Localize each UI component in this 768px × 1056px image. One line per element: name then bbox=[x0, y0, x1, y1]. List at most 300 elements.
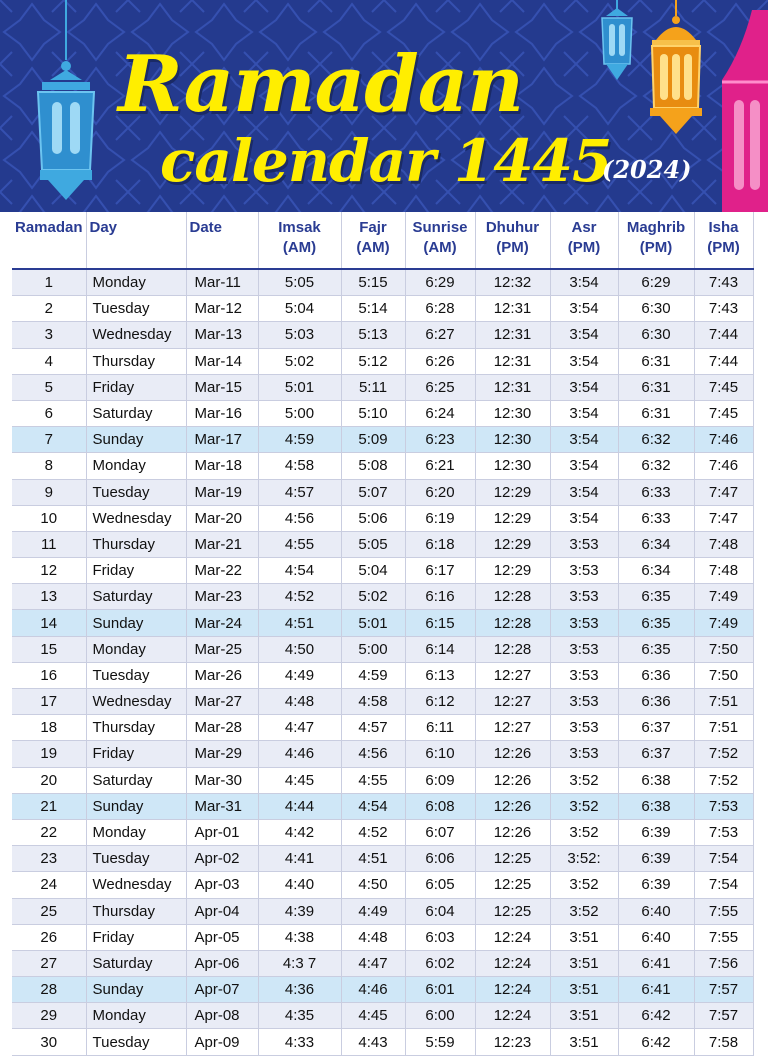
date-cell: Apr-08 bbox=[186, 1003, 258, 1029]
isha-cell: 7:44 bbox=[694, 322, 753, 348]
fajr-cell: 4:43 bbox=[341, 1029, 405, 1055]
imsak-cell: 4:50 bbox=[258, 636, 341, 662]
date-cell: Mar-17 bbox=[186, 427, 258, 453]
lantern-blue-left-icon bbox=[20, 0, 112, 212]
weekday-cell: Saturday bbox=[86, 584, 186, 610]
asr-cell: 3:53 bbox=[550, 741, 618, 767]
dhuhur-cell: 12:31 bbox=[475, 296, 550, 322]
fajr-cell: 4:45 bbox=[341, 1003, 405, 1029]
fajr-cell: 4:55 bbox=[341, 767, 405, 793]
isha-cell: 7:48 bbox=[694, 531, 753, 557]
sunrise-cell: 6:10 bbox=[405, 741, 475, 767]
table-row bbox=[12, 977, 753, 1003]
date-cell: Apr-03 bbox=[186, 872, 258, 898]
sunrise-cell: 6:27 bbox=[405, 322, 475, 348]
date-cell: Apr-09 bbox=[186, 1029, 258, 1055]
date-cell: Mar-16 bbox=[186, 400, 258, 426]
isha-cell: 7:52 bbox=[694, 767, 753, 793]
maghrib-cell: 6:30 bbox=[618, 296, 694, 322]
date-cell: Apr-01 bbox=[186, 819, 258, 845]
isha-cell: 7:46 bbox=[694, 453, 753, 479]
isha-cell: 7:53 bbox=[694, 793, 753, 819]
sunrise-cell: 6:23 bbox=[405, 427, 475, 453]
ramadan-day-cell: 3 bbox=[12, 322, 86, 348]
imsak-cell: 4:49 bbox=[258, 662, 341, 688]
imsak-cell: 4:48 bbox=[258, 689, 341, 715]
sunrise-cell: 6:08 bbox=[405, 793, 475, 819]
dhuhur-cell: 12:30 bbox=[475, 453, 550, 479]
asr-cell: 3:54 bbox=[550, 400, 618, 426]
maghrib-cell: 6:35 bbox=[618, 610, 694, 636]
date-cell: Mar-29 bbox=[186, 741, 258, 767]
date-cell: Mar-11 bbox=[186, 269, 258, 296]
isha-cell: 7:50 bbox=[694, 662, 753, 688]
table-row bbox=[12, 819, 753, 845]
isha-cell: 7:57 bbox=[694, 1003, 753, 1029]
fajr-cell: 5:01 bbox=[341, 610, 405, 636]
isha-cell: 7:53 bbox=[694, 819, 753, 845]
fajr-cell: 5:10 bbox=[341, 400, 405, 426]
date-cell: Apr-02 bbox=[186, 846, 258, 872]
imsak-cell: 5:02 bbox=[258, 348, 341, 374]
maghrib-cell: 6:33 bbox=[618, 479, 694, 505]
weekday-cell: Friday bbox=[86, 741, 186, 767]
maghrib-cell: 6:37 bbox=[618, 741, 694, 767]
ramadan-day-cell: 13 bbox=[12, 584, 86, 610]
weekday-cell: Saturday bbox=[86, 767, 186, 793]
table-header-row bbox=[12, 212, 753, 269]
table-row bbox=[12, 505, 753, 531]
dhuhur-cell: 12:30 bbox=[475, 400, 550, 426]
imsak-cell: 4:42 bbox=[258, 819, 341, 845]
asr-cell: 3:51 bbox=[550, 1029, 618, 1055]
ramadan-day-cell: 4 bbox=[12, 348, 86, 374]
date-cell: Mar-18 bbox=[186, 453, 258, 479]
maghrib-cell: 6:35 bbox=[618, 636, 694, 662]
asr-cell: 3:52 bbox=[550, 819, 618, 845]
fajr-cell: 5:00 bbox=[341, 636, 405, 662]
isha-cell: 7:57 bbox=[694, 977, 753, 1003]
column-header: Ramadan bbox=[12, 212, 86, 269]
ramadan-day-cell: 20 bbox=[12, 767, 86, 793]
fajr-cell: 4:52 bbox=[341, 819, 405, 845]
fajr-cell: 4:57 bbox=[341, 715, 405, 741]
weekday-cell: Thursday bbox=[86, 898, 186, 924]
table-row bbox=[12, 715, 753, 741]
dhuhur-cell: 12:31 bbox=[475, 322, 550, 348]
asr-cell: 3:51 bbox=[550, 1003, 618, 1029]
ramadan-day-cell: 28 bbox=[12, 977, 86, 1003]
asr-cell: 3:52: bbox=[550, 846, 618, 872]
ramadan-day-cell: 18 bbox=[12, 715, 86, 741]
asr-cell: 3:53 bbox=[550, 636, 618, 662]
table-row bbox=[12, 269, 753, 296]
ramadan-day-cell: 26 bbox=[12, 924, 86, 950]
dhuhur-cell: 12:27 bbox=[475, 715, 550, 741]
asr-cell: 3:54 bbox=[550, 296, 618, 322]
isha-cell: 7:44 bbox=[694, 348, 753, 374]
isha-cell: 7:43 bbox=[694, 269, 753, 296]
table-row bbox=[12, 767, 753, 793]
imsak-cell: 4:54 bbox=[258, 558, 341, 584]
date-cell: Mar-14 bbox=[186, 348, 258, 374]
weekday-cell: Saturday bbox=[86, 950, 186, 976]
maghrib-cell: 6:32 bbox=[618, 453, 694, 479]
dhuhur-cell: 12:23 bbox=[475, 1029, 550, 1055]
sunrise-cell: 6:16 bbox=[405, 584, 475, 610]
maghrib-cell: 6:31 bbox=[618, 400, 694, 426]
fajr-cell: 4:49 bbox=[341, 898, 405, 924]
fajr-cell: 5:12 bbox=[341, 348, 405, 374]
sunrise-cell: 5:59 bbox=[405, 1029, 475, 1055]
sunrise-cell: 6:06 bbox=[405, 846, 475, 872]
fajr-cell: 5:06 bbox=[341, 505, 405, 531]
sunrise-cell: 6:28 bbox=[405, 296, 475, 322]
table-row bbox=[12, 898, 753, 924]
weekday-cell: Friday bbox=[86, 924, 186, 950]
sunrise-cell: 6:00 bbox=[405, 1003, 475, 1029]
date-cell: Mar-12 bbox=[186, 296, 258, 322]
imsak-cell: 4:55 bbox=[258, 531, 341, 557]
dhuhur-cell: 12:31 bbox=[475, 374, 550, 400]
ramadan-day-cell: 25 bbox=[12, 898, 86, 924]
isha-cell: 7:50 bbox=[694, 636, 753, 662]
dhuhur-cell: 12:25 bbox=[475, 846, 550, 872]
weekday-cell: Tuesday bbox=[86, 296, 186, 322]
asr-cell: 3:54 bbox=[550, 322, 618, 348]
fajr-cell: 5:08 bbox=[341, 453, 405, 479]
isha-cell: 7:47 bbox=[694, 479, 753, 505]
fajr-cell: 4:56 bbox=[341, 741, 405, 767]
date-cell: Mar-24 bbox=[186, 610, 258, 636]
fajr-cell: 4:47 bbox=[341, 950, 405, 976]
asr-cell: 3:54 bbox=[550, 269, 618, 296]
sunrise-cell: 6:12 bbox=[405, 689, 475, 715]
isha-cell: 7:56 bbox=[694, 950, 753, 976]
table-row bbox=[12, 558, 753, 584]
imsak-cell: 5:01 bbox=[258, 374, 341, 400]
weekday-cell: Sunday bbox=[86, 610, 186, 636]
maghrib-cell: 6:41 bbox=[618, 950, 694, 976]
column-header: Dhuhur (PM) bbox=[475, 212, 550, 269]
date-cell: Mar-23 bbox=[186, 584, 258, 610]
sunrise-cell: 6:21 bbox=[405, 453, 475, 479]
ramadan-day-cell: 23 bbox=[12, 846, 86, 872]
ramadan-day-cell: 24 bbox=[12, 872, 86, 898]
table-row bbox=[12, 846, 753, 872]
column-header: Fajr (AM) bbox=[341, 212, 405, 269]
maghrib-cell: 6:42 bbox=[618, 1003, 694, 1029]
maghrib-cell: 6:37 bbox=[618, 715, 694, 741]
date-cell: Apr-05 bbox=[186, 924, 258, 950]
table-row bbox=[12, 374, 753, 400]
dhuhur-cell: 12:26 bbox=[475, 793, 550, 819]
ramadan-day-cell: 9 bbox=[12, 479, 86, 505]
date-cell: Mar-22 bbox=[186, 558, 258, 584]
weekday-cell: Tuesday bbox=[86, 479, 186, 505]
sunrise-cell: 6:26 bbox=[405, 348, 475, 374]
imsak-cell: 4:59 bbox=[258, 427, 341, 453]
sunrise-cell: 6:20 bbox=[405, 479, 475, 505]
isha-cell: 7:51 bbox=[694, 689, 753, 715]
weekday-cell: Saturday bbox=[86, 400, 186, 426]
dhuhur-cell: 12:24 bbox=[475, 950, 550, 976]
ramadan-day-cell: 19 bbox=[12, 741, 86, 767]
ramadan-day-cell: 10 bbox=[12, 505, 86, 531]
weekday-cell: Tuesday bbox=[86, 1029, 186, 1055]
isha-cell: 7:48 bbox=[694, 558, 753, 584]
imsak-cell: 4:41 bbox=[258, 846, 341, 872]
dhuhur-cell: 12:25 bbox=[475, 872, 550, 898]
dhuhur-cell: 12:26 bbox=[475, 767, 550, 793]
imsak-cell: 4:58 bbox=[258, 453, 341, 479]
table-row bbox=[12, 400, 753, 426]
asr-cell: 3:53 bbox=[550, 558, 618, 584]
fajr-cell: 5:11 bbox=[341, 374, 405, 400]
fajr-cell: 5:09 bbox=[341, 427, 405, 453]
date-cell: Mar-28 bbox=[186, 715, 258, 741]
maghrib-cell: 6:40 bbox=[618, 924, 694, 950]
column-header: Imsak (AM) bbox=[258, 212, 341, 269]
maghrib-cell: 6:32 bbox=[618, 427, 694, 453]
weekday-cell: Monday bbox=[86, 819, 186, 845]
table-body bbox=[12, 269, 753, 1055]
date-cell: Mar-19 bbox=[186, 479, 258, 505]
fajr-cell: 5:14 bbox=[341, 296, 405, 322]
isha-cell: 7:54 bbox=[694, 846, 753, 872]
maghrib-cell: 6:40 bbox=[618, 898, 694, 924]
fajr-cell: 4:54 bbox=[341, 793, 405, 819]
weekday-cell: Thursday bbox=[86, 348, 186, 374]
weekday-cell: Thursday bbox=[86, 715, 186, 741]
table-row bbox=[12, 793, 753, 819]
dhuhur-cell: 12:31 bbox=[475, 348, 550, 374]
dhuhur-cell: 12:27 bbox=[475, 689, 550, 715]
table-row bbox=[12, 1029, 753, 1055]
asr-cell: 3:52 bbox=[550, 767, 618, 793]
weekday-cell: Wednesday bbox=[86, 689, 186, 715]
maghrib-cell: 6:34 bbox=[618, 558, 694, 584]
dhuhur-cell: 12:29 bbox=[475, 558, 550, 584]
imsak-cell: 4:35 bbox=[258, 1003, 341, 1029]
table-row bbox=[12, 924, 753, 950]
fajr-cell: 5:13 bbox=[341, 322, 405, 348]
table-row bbox=[12, 1003, 753, 1029]
dhuhur-cell: 12:25 bbox=[475, 898, 550, 924]
ramadan-day-cell: 16 bbox=[12, 662, 86, 688]
isha-cell: 7:46 bbox=[694, 427, 753, 453]
asr-cell: 3:54 bbox=[550, 505, 618, 531]
asr-cell: 3:53 bbox=[550, 584, 618, 610]
maghrib-cell: 6:38 bbox=[618, 767, 694, 793]
imsak-cell: 5:03 bbox=[258, 322, 341, 348]
fajr-cell: 4:46 bbox=[341, 977, 405, 1003]
date-cell: Mar-30 bbox=[186, 767, 258, 793]
imsak-cell: 4:47 bbox=[258, 715, 341, 741]
fajr-cell: 5:04 bbox=[341, 558, 405, 584]
imsak-cell: 5:05 bbox=[258, 269, 341, 296]
table-row bbox=[12, 662, 753, 688]
ramadan-day-cell: 7 bbox=[12, 427, 86, 453]
date-cell: Mar-27 bbox=[186, 689, 258, 715]
imsak-cell: 4:44 bbox=[258, 793, 341, 819]
fajr-cell: 5:07 bbox=[341, 479, 405, 505]
maghrib-cell: 6:34 bbox=[618, 531, 694, 557]
weekday-cell: Monday bbox=[86, 453, 186, 479]
sunrise-cell: 6:02 bbox=[405, 950, 475, 976]
maghrib-cell: 6:31 bbox=[618, 374, 694, 400]
asr-cell: 3:54 bbox=[550, 479, 618, 505]
table-row bbox=[12, 741, 753, 767]
maghrib-cell: 6:33 bbox=[618, 505, 694, 531]
fajr-cell: 5:15 bbox=[341, 269, 405, 296]
sunrise-cell: 6:24 bbox=[405, 400, 475, 426]
date-cell: Apr-07 bbox=[186, 977, 258, 1003]
ramadan-day-cell: 5 bbox=[12, 374, 86, 400]
table-row bbox=[12, 950, 753, 976]
maghrib-cell: 6:38 bbox=[618, 793, 694, 819]
ramadan-day-cell: 22 bbox=[12, 819, 86, 845]
maghrib-cell: 6:35 bbox=[618, 584, 694, 610]
asr-cell: 3:52 bbox=[550, 793, 618, 819]
weekday-cell: Sunday bbox=[86, 977, 186, 1003]
dhuhur-cell: 12:24 bbox=[475, 977, 550, 1003]
ramadan-day-cell: 15 bbox=[12, 636, 86, 662]
sunrise-cell: 6:18 bbox=[405, 531, 475, 557]
asr-cell: 3:53 bbox=[550, 662, 618, 688]
weekday-cell: Wednesday bbox=[86, 505, 186, 531]
ramadan-day-cell: 12 bbox=[12, 558, 86, 584]
lantern-blue-small-icon bbox=[594, 0, 640, 86]
imsak-cell: 5:04 bbox=[258, 296, 341, 322]
ramadan-day-cell: 8 bbox=[12, 453, 86, 479]
fajr-cell: 4:48 bbox=[341, 924, 405, 950]
weekday-cell: Wednesday bbox=[86, 872, 186, 898]
maghrib-cell: 6:39 bbox=[618, 819, 694, 845]
table-row bbox=[12, 296, 753, 322]
ramadan-day-cell: 17 bbox=[12, 689, 86, 715]
sunrise-cell: 6:07 bbox=[405, 819, 475, 845]
sunrise-cell: 6:05 bbox=[405, 872, 475, 898]
isha-cell: 7:52 bbox=[694, 741, 753, 767]
fajr-cell: 4:51 bbox=[341, 846, 405, 872]
imsak-cell: 4:33 bbox=[258, 1029, 341, 1055]
maghrib-cell: 6:42 bbox=[618, 1029, 694, 1055]
maghrib-cell: 6:30 bbox=[618, 322, 694, 348]
table-row bbox=[12, 427, 753, 453]
imsak-cell: 4:38 bbox=[258, 924, 341, 950]
date-cell: Mar-20 bbox=[186, 505, 258, 531]
asr-cell: 3:53 bbox=[550, 715, 618, 741]
title-calendar: calendar 1445 bbox=[160, 127, 612, 195]
fajr-cell: 4:58 bbox=[341, 689, 405, 715]
fajr-cell: 4:59 bbox=[341, 662, 405, 688]
isha-cell: 7:55 bbox=[694, 924, 753, 950]
isha-cell: 7:49 bbox=[694, 610, 753, 636]
date-cell: Mar-13 bbox=[186, 322, 258, 348]
maghrib-cell: 6:36 bbox=[618, 689, 694, 715]
ramadan-day-cell: 14 bbox=[12, 610, 86, 636]
column-header: Date bbox=[186, 212, 258, 269]
imsak-cell: 4:57 bbox=[258, 479, 341, 505]
table-row bbox=[12, 453, 753, 479]
sunrise-cell: 6:03 bbox=[405, 924, 475, 950]
dhuhur-cell: 12:29 bbox=[475, 531, 550, 557]
imsak-cell: 4:56 bbox=[258, 505, 341, 531]
isha-cell: 7:45 bbox=[694, 400, 753, 426]
weekday-cell: Monday bbox=[86, 1003, 186, 1029]
fajr-cell: 4:50 bbox=[341, 872, 405, 898]
sunrise-cell: 6:01 bbox=[405, 977, 475, 1003]
column-header: Day bbox=[86, 212, 186, 269]
weekday-cell: Sunday bbox=[86, 793, 186, 819]
table-row bbox=[12, 584, 753, 610]
ramadan-day-cell: 30 bbox=[12, 1029, 86, 1055]
fajr-cell: 5:02 bbox=[341, 584, 405, 610]
asr-cell: 3:51 bbox=[550, 924, 618, 950]
imsak-cell: 4:40 bbox=[258, 872, 341, 898]
imsak-cell: 4:51 bbox=[258, 610, 341, 636]
dhuhur-cell: 12:32 bbox=[475, 269, 550, 296]
column-header: Asr (PM) bbox=[550, 212, 618, 269]
column-header: Sunrise (AM) bbox=[405, 212, 475, 269]
ramadan-day-cell: 6 bbox=[12, 400, 86, 426]
date-cell: Apr-06 bbox=[186, 950, 258, 976]
sunrise-cell: 6:09 bbox=[405, 767, 475, 793]
date-cell: Mar-21 bbox=[186, 531, 258, 557]
imsak-cell: 5:00 bbox=[258, 400, 341, 426]
imsak-cell: 4:36 bbox=[258, 977, 341, 1003]
date-cell: Mar-25 bbox=[186, 636, 258, 662]
sunrise-cell: 6:14 bbox=[405, 636, 475, 662]
header-banner bbox=[0, 0, 768, 212]
sunrise-cell: 6:15 bbox=[405, 610, 475, 636]
isha-cell: 7:47 bbox=[694, 505, 753, 531]
isha-cell: 7:55 bbox=[694, 898, 753, 924]
asr-cell: 3:54 bbox=[550, 348, 618, 374]
prayer-times-table-container bbox=[12, 212, 753, 1056]
dhuhur-cell: 12:26 bbox=[475, 819, 550, 845]
ramadan-day-cell: 2 bbox=[12, 296, 86, 322]
ramadan-day-cell: 21 bbox=[12, 793, 86, 819]
column-header: Isha (PM) bbox=[694, 212, 753, 269]
asr-cell: 3:53 bbox=[550, 531, 618, 557]
weekday-cell: Monday bbox=[86, 269, 186, 296]
date-cell: Mar-31 bbox=[186, 793, 258, 819]
weekday-cell: Wednesday bbox=[86, 322, 186, 348]
asr-cell: 3:53 bbox=[550, 689, 618, 715]
maghrib-cell: 6:39 bbox=[618, 872, 694, 898]
sunrise-cell: 6:11 bbox=[405, 715, 475, 741]
imsak-cell: 4:3 7 bbox=[258, 950, 341, 976]
date-cell: Mar-26 bbox=[186, 662, 258, 688]
dhuhur-cell: 12:24 bbox=[475, 924, 550, 950]
ramadan-day-cell: 1 bbox=[12, 269, 86, 296]
isha-cell: 7:45 bbox=[694, 374, 753, 400]
lantern-orange-icon bbox=[642, 0, 710, 140]
asr-cell: 3:53 bbox=[550, 610, 618, 636]
dhuhur-cell: 12:29 bbox=[475, 479, 550, 505]
asr-cell: 3:52 bbox=[550, 872, 618, 898]
maghrib-cell: 6:39 bbox=[618, 846, 694, 872]
sunrise-cell: 6:19 bbox=[405, 505, 475, 531]
maghrib-cell: 6:41 bbox=[618, 977, 694, 1003]
asr-cell: 3:51 bbox=[550, 977, 618, 1003]
weekday-cell: Friday bbox=[86, 374, 186, 400]
fajr-cell: 5:05 bbox=[341, 531, 405, 557]
asr-cell: 3:54 bbox=[550, 453, 618, 479]
title-ramadan: Ramadan bbox=[118, 39, 524, 130]
